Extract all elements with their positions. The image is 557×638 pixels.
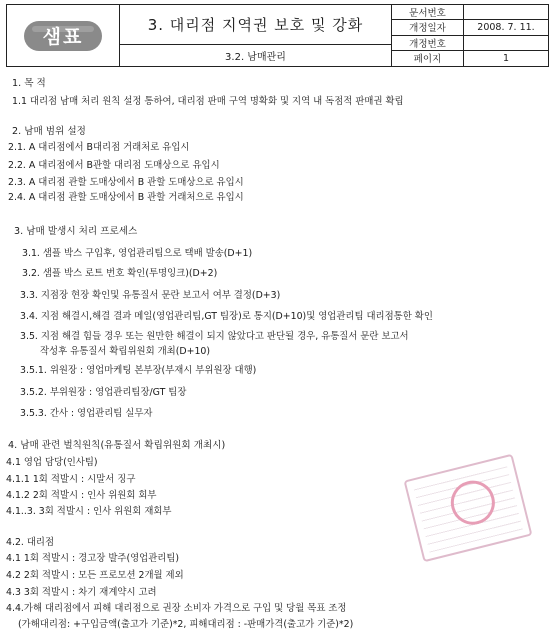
meta-label-doc-number: 문서번호 — [392, 5, 464, 20]
meta-value-revision-number — [464, 36, 548, 51]
item-4-4: 4.4.가해 대리점에서 피해 대리점으로 권장 소비자 가격으로 구입 및 당월 목표 조정 — [6, 603, 347, 614]
document-subtitle: 3.2. 남매관리 — [225, 52, 286, 63]
item-3-5-1: 3.5.1. 위원장 : 영업마케팅 본부장(부재시 부위원장 대행) — [20, 365, 257, 376]
meta-value-revision-date: 2008. 7. 11. — [464, 20, 548, 35]
company-logo: 샘표 — [24, 21, 102, 51]
item-4-1-3: 4.1..3. 3회 적발시 : 인사 위원회 재회부 — [6, 506, 172, 517]
item-4-1: 4.1 영업 담당(인사팀) — [6, 457, 98, 468]
section-1-title: 1. 목 적 — [12, 78, 46, 89]
item-2-1: 2.1. A 대리점에서 B대리점 거래처로 유입시 — [8, 142, 190, 153]
item-3-5-continued: 작성후 유통질서 확립위원회 개최(D+10) — [40, 346, 211, 357]
document-meta-table — [392, 5, 548, 66]
meta-label-revision-number: 개정번호 — [392, 36, 464, 51]
item-4-2: 4.2. 대리점 — [6, 537, 55, 548]
item-4-2-2: 4.2 2회 적발시 : 모든 프로모션 2개월 제외 — [6, 570, 184, 581]
item-1-1: 1.1 대리점 남매 처리 원칙 설정 통하여, 대리점 판매 구역 명확화 및 지역 내 독점적 판매권 확립 — [12, 96, 404, 107]
section-4-title: 4. 남매 관련 벌칙원칙(유통질서 확립위원회 개최시) — [8, 440, 226, 451]
document-title: 3. 대리점 지역권 보호 및 강화 — [120, 5, 391, 45]
logo-cell — [7, 5, 120, 66]
item-4-4-continued: (가해대리점: +구입금액(출고가 기준)*2, 피해대리점 : -판매가격(출고가 기준)*2) — [18, 619, 354, 630]
meta-label-page: 페이지 — [392, 51, 464, 66]
item-4-1-2: 4.1.2 2회 적발시 : 인사 위원회 회부 — [6, 490, 157, 501]
meta-value-page: 1 — [502, 52, 510, 64]
item-2-2: 2.2. A 대리점에서 B관할 대리점 도매상으로 유입시 — [8, 160, 220, 171]
section-3-title: 3. 남매 발생시 처리 프로세스 — [14, 226, 138, 237]
item-3-3: 3.3. 지점장 현장 확인및 유통질서 문란 보고서 여부 결정(D+3) — [20, 290, 281, 301]
meta-value-doc-number — [464, 5, 548, 20]
document-header — [6, 4, 549, 67]
item-2-3: 2.3. A 대리점 관할 도매상에서 B 관할 도매상으로 유입시 — [8, 177, 244, 188]
item-4-1-1: 4.1.1 1회 적발시 : 시말서 징구 — [6, 474, 136, 485]
item-3-2: 3.2. 샘플 박스 로트 번호 확인(투명잉크)(D+2) — [22, 268, 218, 279]
meta-label-revision-date: 개정일자 — [392, 20, 464, 35]
item-4-2-1: 4.1 1회 적발시 : 경고장 발주(영업관리팀) — [6, 553, 180, 564]
item-3-5: 3.5. 지점 해결 힘들 경우 또는 원만한 해결이 되지 않았다고 판단될 경우, 유통질서 문란 보고서 — [20, 331, 409, 342]
item-4-2-3: 4.3 3회 적발시 : 차기 재계약시 고려 — [6, 587, 157, 598]
item-3-5-2: 3.5.2. 부위원장 : 영업관리팀장/GT 팀장 — [20, 387, 187, 398]
approval-stamp — [404, 454, 533, 563]
item-3-5-3: 3.5.3. 간사 : 영업관리팀 실무자 — [20, 408, 153, 419]
item-3-1: 3.1. 샘플 박스 구입후, 영업관리팀으로 택배 발송(D+1) — [22, 248, 253, 259]
section-2-title: 2. 남매 범위 설정 — [12, 126, 86, 137]
item-2-4: 2.4. A 대리점 관할 도매상에서 B 관할 거래처으로 유입시 — [8, 192, 244, 203]
item-3-4: 3.4. 지점 해결시,해결 결과 메일(영업관리팀,GT 팀장)로 통지(D+10)및 영업관리팀 대리점통한 확인 — [20, 311, 433, 322]
title-cell — [120, 5, 392, 66]
